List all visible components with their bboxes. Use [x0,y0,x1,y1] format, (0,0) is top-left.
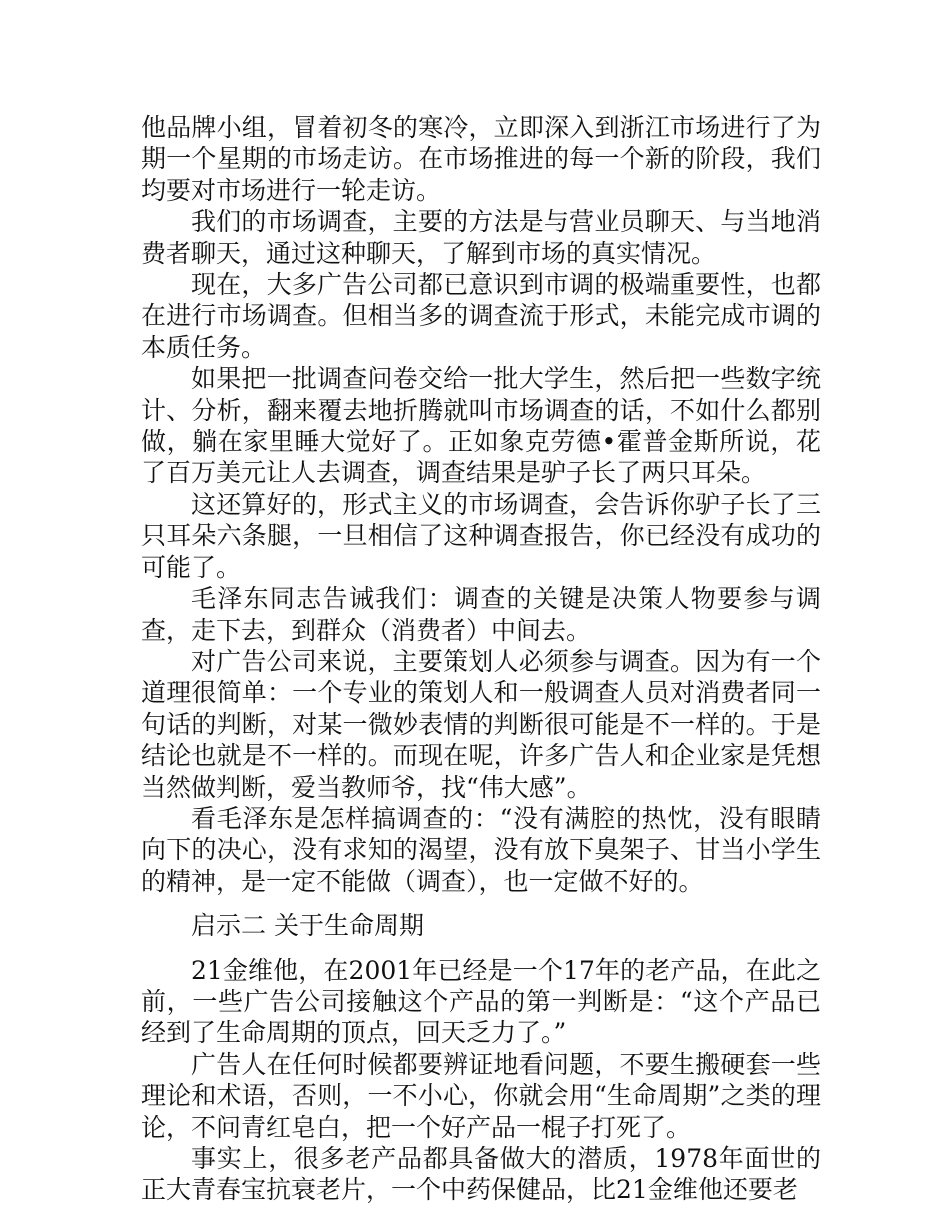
document-page [141,112,821,1206]
paragraph-1: 他品牌小组，冒着初冬的寒冷，立即深入到浙江市场进行了为期一个星期的市场走访。在市场推进的每一个新的阶段，我们均要对市场进行一轮走访。 [141,113,821,205]
paragraph-8: 看毛泽东是怎样搞调查的：“没有满腔的热忱，没有眼睛向下的决心，没有求知的渴望，没有放下臭架子、甘当小学生的精神，是一定不能做（调查），也一定做不好的。 [141,803,821,896]
paragraph-3: 现在，大多广告公司都已意识到市调的极端重要性，也都在进行市场调查。但相当多的调查流于形式，未能完成市调的本质任务。 [141,270,821,362]
paragraph-11: 事实上，很多老产品都具备做大的潜质，1978年面世的正大青春宝抗衰老片，一个中药保健品，比21金维他还要老 [141,1144,821,1205]
paragraph-10: 广告人在任何时候都要辨证地看问题，不要生搬硬套一些理论和术语，否则，一不小心，你就会用“生命周期”之类的理论，不问青红皂白，把一个好产品一棍子打死了。 [141,1049,821,1142]
paragraph-6: 毛泽东同志告诫我们：调查的关键是决策人物要参与调查，走下去，到群众（消费者）中间去。 [141,584,821,645]
paragraph-5: 这还算好的，形式主义的市场调查，会告诉你驴子长了三只耳朵六条腿，一旦相信了这种调查报告，你已经没有成功的可能了。 [141,489,821,582]
section-heading: 启示二 关于生命周期 [191,911,424,941]
paragraph-9: 21金维他，在2001年已经是一个17年的老产品，在此之前，一些广告公司接触这个产品的第一判断是：“这个产品已经到了生命周期的顶点，回天乏力了。” [141,955,821,1048]
paragraph-7: 对广告公司来说，主要策划人必须参与调查。因为有一个道理很简单：一个专业的策划人和一般调查人员对消费者同一句话的判断，对某一微妙表情的判断很可能是不一样的。于是结论也就是不一样的。而现在呢，许多广告人和企业家是凭想当然做判断，爱当教师爷，找“伟大感”。 [141,646,821,802]
paragraph-2: 我们的市场调查，主要的方法是与营业员聊天、与当地消费者聊天，通过这种聊天，了解到市场的真实情况。 [141,207,821,268]
paragraph-4: 如果把一批调查问卷交给一批大学生，然后把一些数字统计、分析，翻来覆去地折腾就叫市场调查的话，不如什么都别做，躺在家里睡大觉好了。正如象克劳德•霍普金斯所说，花了百万美元让人去调查，调查结果是驴子长了两只耳朵。 [141,364,821,488]
